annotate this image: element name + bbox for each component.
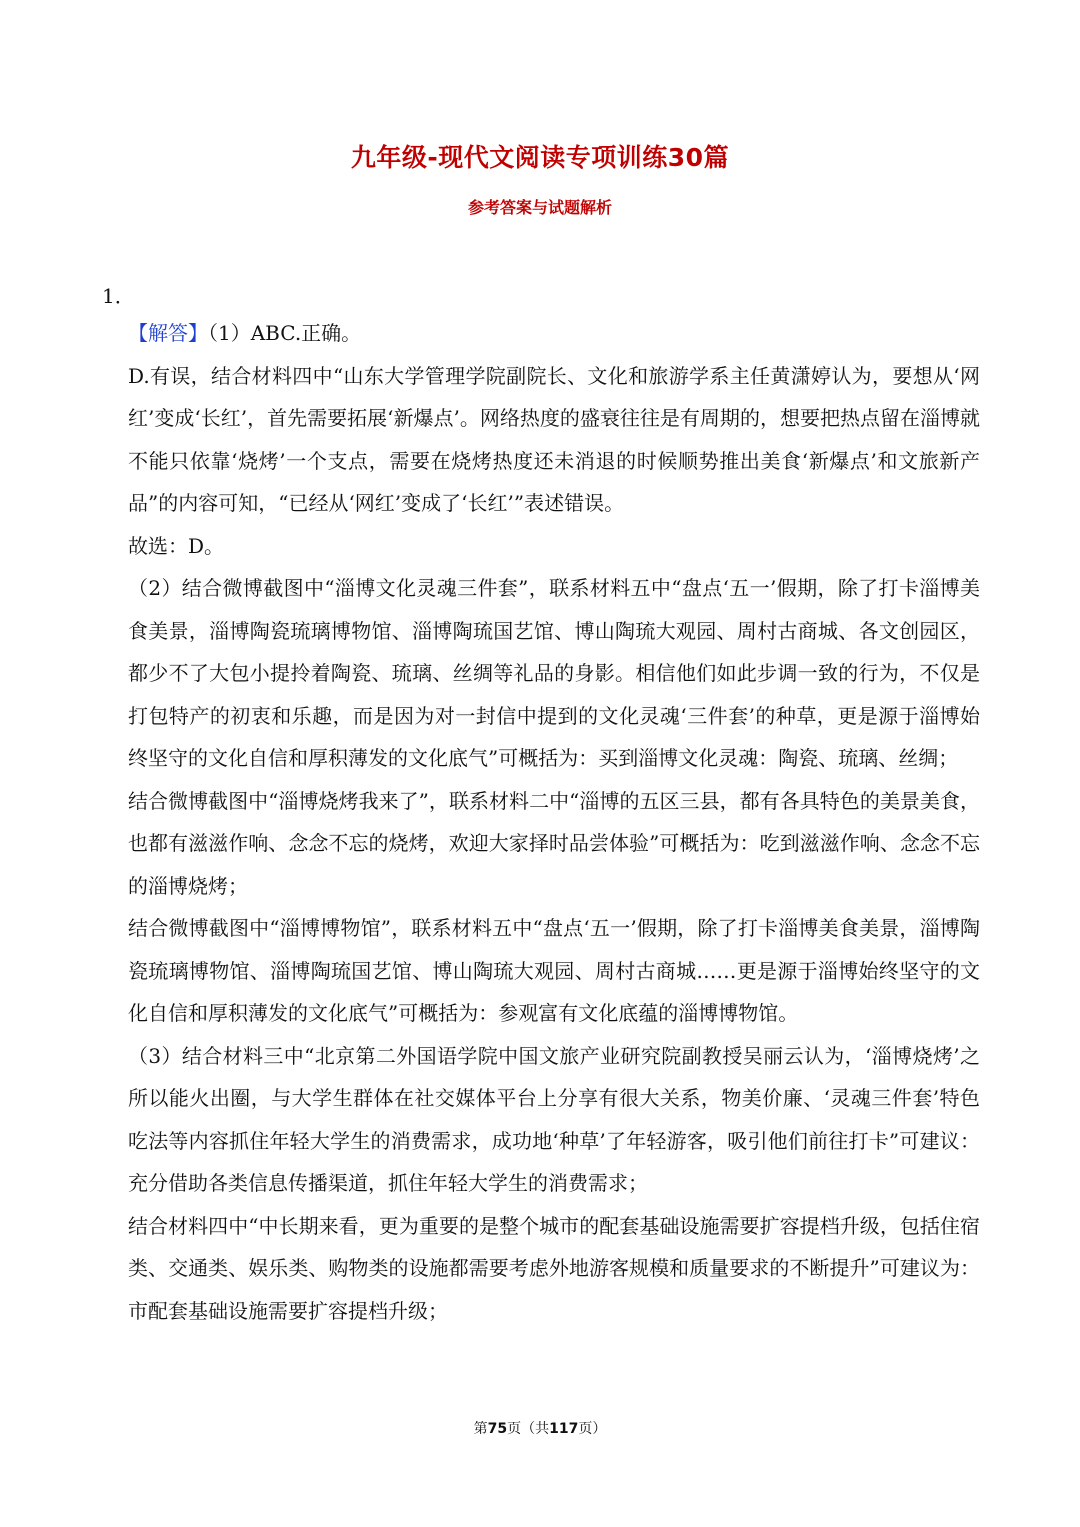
answer-paragraph: 结合材料四中“中长期来看，更为重要的是整个城市的配套基础设施需要扩容提档升级，包括住宿类、交通类、娱乐类、购物类的设施都需要考虑外地游客规模和质量要求的不断提升”可建议为：市配套基础设施需要扩容提档升级； bbox=[128, 1213, 980, 1323]
current-page-number: 75 bbox=[487, 1421, 508, 1437]
answer-paragraph: （1）ABC.正确。 bbox=[208, 321, 362, 345]
answer-paragraph: （2）结合微博截图中“淄博文化灵魂三件套”，联系材料五中“盘点‘五一’假期，除了打卡淄博美食美景，淄博陶瓷琉璃博物馆、淄博陶琉国艺馆、博山陶琉大观园、周村古商城、各文创园区，都少不了大包小提拎着陶瓷、琉璃、丝绸等礼品的身影。相信他们如此步调一致的行为，不仅是打包特产的初衷和乐趣，而是因为对一封信中提到的文化灵魂‘三件套’的种草，更是源于淄博始终坚守的文化自信和厚积薄发的文化底气”可概括为：买到淄博文化灵魂：陶瓷、琉璃、丝绸； bbox=[128, 576, 980, 770]
footer-prefix: 第 bbox=[473, 1421, 488, 1437]
total-page-count: 117 bbox=[549, 1421, 579, 1437]
answer-paragraph: 故选：D。 bbox=[128, 533, 225, 558]
answer-paragraph: 结合微博截图中“淄博烧烤我来了”，联系材料二中“淄博的五区三县，都有各具特色的美景美食，也都有滋滋作响、念念不忘的烧烤，欢迎大家择时品尝体验”可概括为：吃到滋滋作响、念念不忘的淄博烧烤； bbox=[128, 788, 980, 898]
footer-suffix: 页） bbox=[578, 1421, 607, 1437]
document-title: 九年级-现代文阅读专项训练30篇 bbox=[350, 143, 730, 172]
page-footer bbox=[0, 1418, 1080, 1438]
answer-body bbox=[128, 312, 980, 1332]
answer-paragraph: （3）结合材料三中“北京第二外国语学院中国文旅产业研究院副教授吴丽云认为，‘淄博烧烤’之所以能火出圈，与大学生群体在社交媒体平台上分享有很大关系，物美价廉、‘灵魂三件套’特色吃法等内容抓住年轻大学生的消费需求，成功地‘种草’了年轻游客，吸引他们前往打卡”可建议：充分借助各类信息传播渠道，抓住年轻大学生的消费需求； bbox=[128, 1043, 980, 1195]
answer-label: 【解答】 bbox=[128, 321, 208, 345]
answer-first-line bbox=[128, 312, 980, 355]
answer-paragraph: 结合微博截图中“淄博博物馆”，联系材料五中“盘点‘五一’假期，除了打卡淄博美食美景，淄博陶瓷琉璃博物馆、淄博陶琉国艺馆、博山陶琉大观园、周村古商城……更是源于淄博始终坚守的文化自信和厚积薄发的文化底气”可概括为：参观富有文化底蕴的淄博博物馆。 bbox=[128, 916, 980, 1025]
answer-paragraph: D.有误，结合材料四中“山东大学管理学院副院长、文化和旅游学系主任黄潇婷认为，要想从‘网红’变成‘长红’，首先需要拓展‘新爆点’。网络热度的盛衰往往是有周期的，想要把热点留在淄博就不能只依靠‘烧烤’一个支点，需要在烧烤热度还未消退的时候顺势推出美食‘新爆点’和文旅新产品”的内容可知，“已经从‘网红’变成了‘长红’”表述错误。 bbox=[128, 363, 980, 515]
document-subtitle: 参考答案与试题解析 bbox=[467, 198, 612, 217]
question-number: 1． bbox=[102, 284, 135, 308]
footer-middle: 页（共 bbox=[507, 1421, 550, 1437]
